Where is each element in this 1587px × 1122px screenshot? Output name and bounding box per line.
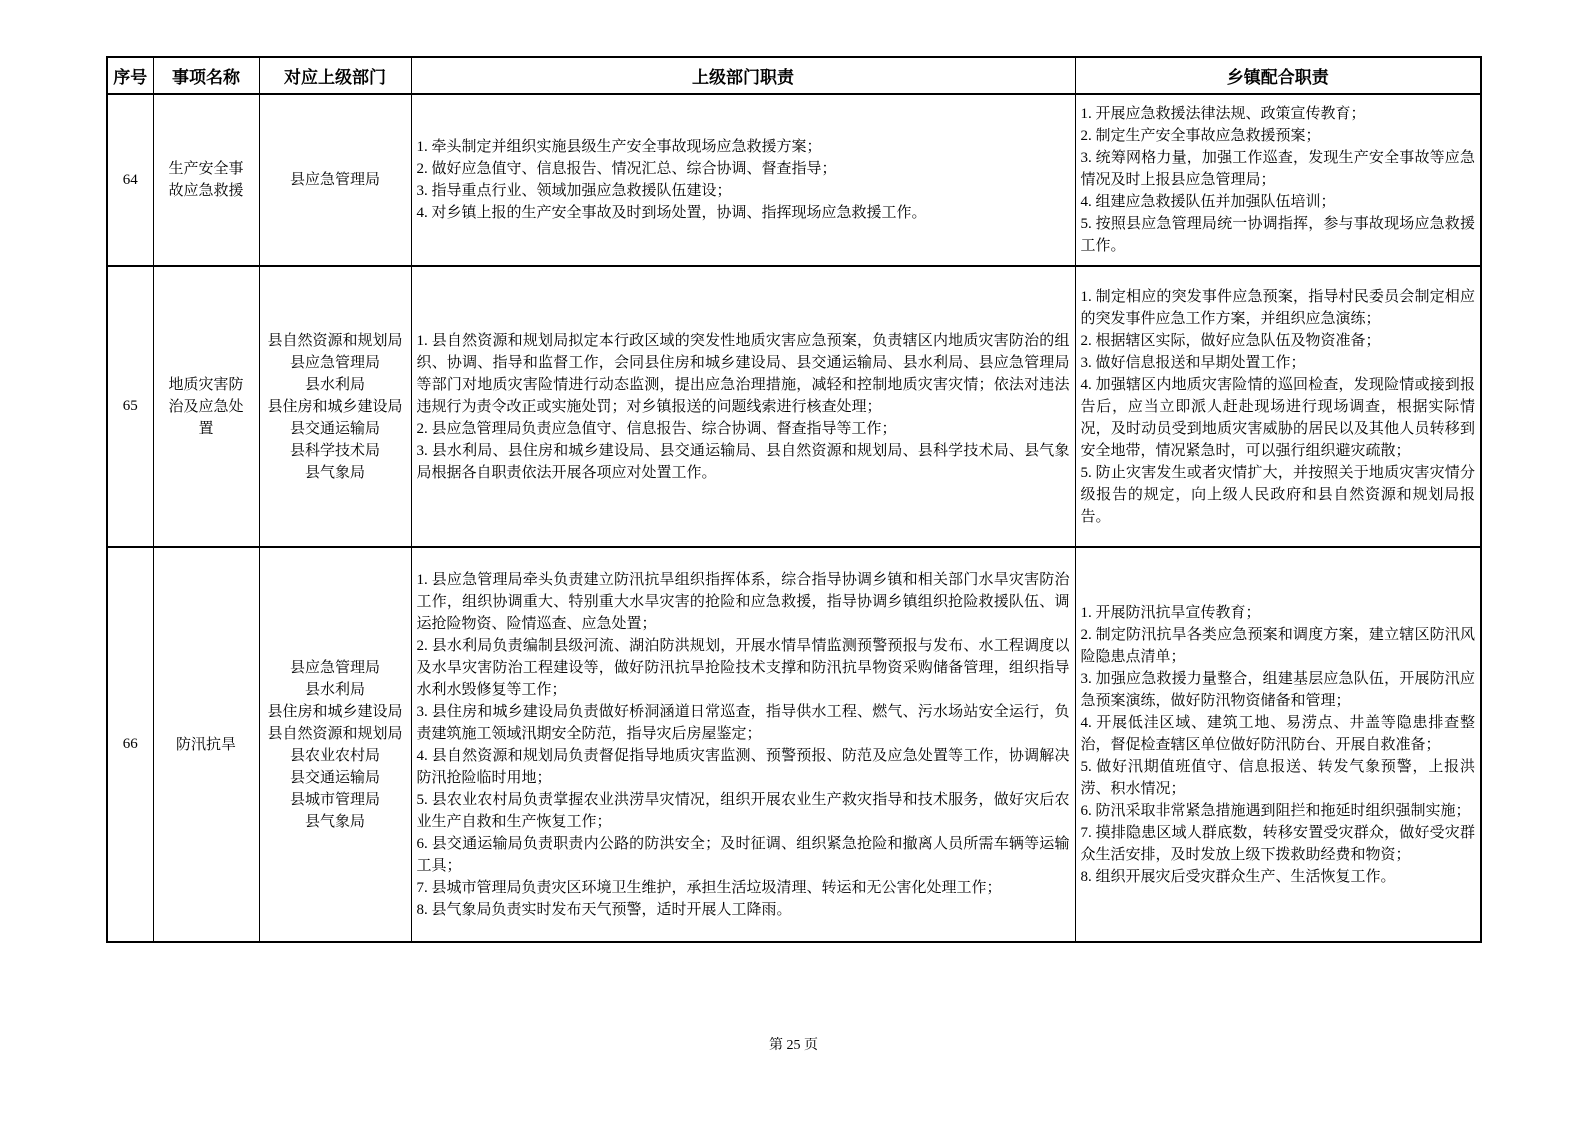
- department-name: 县交通运输局: [289, 420, 380, 437]
- column-header-township-duties: 乡镇配合职责: [1075, 57, 1481, 94]
- township-duty-item: 3. 做好信息报送和早期处置工作；: [1080, 354, 1306, 371]
- superior-duty-item: 3. 县住房和城乡建设局负责做好桥洞涵道日常巡查，指导供水工程、燃气、污水场站安全运行，负责建筑施工领域汛期安全防范，指导灾后房屋鉴定；: [416, 703, 1070, 742]
- cell-serial-number: 65: [107, 266, 153, 547]
- department-name: 县城市管理局: [289, 791, 380, 808]
- department-name: 县自然资源和规划局: [267, 725, 403, 742]
- department-name: 县自然资源和规划局: [267, 332, 403, 349]
- township-duty-item: 4. 开展低洼区域、建筑工地、易涝点、井盖等隐患排查整治，督促检查辖区单位做好防汛防台、开展自救准备；: [1080, 714, 1475, 753]
- township-duty-item: 2. 根据辖区实际，做好应急队伍及物资准备；: [1080, 332, 1381, 349]
- table-row: [107, 547, 1481, 942]
- superior-duty-item: 5. 县农业农村局负责掌握农业洪涝旱灾情况，组织开展农业生产救灾指导和技术服务，做好灾后农业生产自救和生产恢复工作；: [416, 791, 1070, 830]
- township-duty-item: 5. 防止灾害发生或者灾情扩大，并按照关于地质灾害灾情分级报告的规定，向上级人民政府和县自然资源和规划局报告。: [1080, 464, 1475, 525]
- township-duty-item: 4. 组建应急救援队伍并加强队伍培训；: [1080, 194, 1336, 210]
- township-duty-item: 2. 制定生产安全事故应急救援预案；: [1080, 128, 1321, 144]
- cell-township-duties: [1075, 266, 1481, 547]
- department-name: 县水利局: [304, 681, 365, 698]
- column-header-item-name: 事项名称: [153, 57, 259, 94]
- superior-duty-item: 1. 县应急管理局牵头负责建立防汛抗旱组织指挥体系，综合指导协调乡镇和相关部门水旱灾害防治工作，组织协调重大、特别重大水旱灾害的抢险和应急救援，指导协调乡镇组织抢险救援队伍、调运抢险物资、险情巡查、应急处置；: [416, 571, 1070, 632]
- township-duty-item: 4. 加强辖区内地质灾害险情的巡回检查，发现险情或接到报告后，应当立即派人赶赴现场进行现场调查，根据实际情况，及时动员受到地质灾害威胁的居民以及其他人员转移到安全地带，情况紧急时，可以强行组织避灾疏散；: [1080, 376, 1475, 459]
- department-name: 县科学技术局: [289, 442, 380, 459]
- department-name: 县住房和城乡建设局: [267, 703, 403, 720]
- superior-duty-item: 2. 县应急管理局负责应急值守、信息报告、综合协调、督查指导等工作；: [416, 420, 897, 437]
- page-number: 第 25 页: [769, 1038, 818, 1053]
- township-duty-item: 7. 摸排隐患区域人群底数，转移安置受灾群众，做好受灾群众生活安排，及时发放上级下拨救助经费和物资；: [1080, 824, 1475, 863]
- column-header-serial: 序号: [107, 57, 153, 94]
- superior-duty-item: 2. 县水利局负责编制县级河流、湖泊防洪规划，开展水情旱情监测预警预报与发布、水工程调度以及水旱灾害防治工程建设等，做好防汛抗旱抢险技术支撑和防汛抗旱物资采购储备管理，组织指导水利水毁修复等工作；: [416, 637, 1070, 698]
- cell-superior-duties: [411, 266, 1075, 547]
- township-duty-item: 5. 按照县应急管理局统一协调指挥，参与事故现场应急救援工作。: [1080, 216, 1475, 254]
- superior-duty-item: 4. 县自然资源和规划局负责督促指导地质灾害监测、预警预报、防范及应急处置等工作，协调解决防汛抢险临时用地；: [416, 747, 1070, 786]
- department-name: 县应急管理局: [289, 354, 380, 371]
- cell-departments: [259, 94, 411, 266]
- township-duty-item: 3. 加强应急救援力量整合，组建基层应急队伍，开展防汛应急预案演练，做好防汛物资储备和管理；: [1080, 670, 1475, 709]
- township-duty-item: 8. 组织开展灾后受灾群众生产、生活恢复工作。: [1080, 868, 1396, 885]
- superior-duty-item: 8. 县气象局负责实时发布天气预警，适时开展人工降雨。: [416, 901, 792, 918]
- township-duty-item: 3. 统筹网格力量，加强工作巡查，发现生产安全事故等应急情况及时上报县应急管理局；: [1080, 150, 1475, 188]
- responsibility-table: [106, 56, 1482, 943]
- column-header-departments: 对应上级部门: [259, 57, 411, 94]
- department-name: 县气象局: [304, 464, 365, 481]
- department-name: 县水利局: [304, 376, 365, 393]
- township-duty-item: 1. 开展防汛抗旱宣传教育；: [1080, 604, 1261, 621]
- department-name: 县住房和城乡建设局: [267, 398, 403, 415]
- cell-township-duties: [1075, 94, 1481, 266]
- cell-item-name: 生产安全事故应急救援: [153, 94, 259, 266]
- superior-duty-item: 3. 指导重点行业、领域加强应急救援队伍建设；: [416, 183, 732, 199]
- department-name: 县应急管理局: [289, 659, 380, 676]
- cell-item-name: 地质灾害防治及应急处置: [153, 266, 259, 547]
- township-duty-item: 1. 制定相应的突发事件应急预案，指导村民委员会制定相应的突发事件应急工作方案，并组织应急演练；: [1080, 288, 1475, 327]
- superior-duty-item: 7. 县城市管理局负责灾区环境卫生维护，承担生活垃圾清理、转运和无公害化处理工作；: [416, 879, 1002, 896]
- cell-departments: [259, 266, 411, 547]
- superior-duty-item: 2. 做好应急值守、信息报告、情况汇总、综合协调、督查指导；: [416, 161, 837, 177]
- township-duty-item: 6. 防汛采取非常紧急措施遇到阻拦和拖延时组织强制实施；: [1080, 802, 1471, 819]
- cell-serial-number: 64: [107, 94, 153, 266]
- superior-duty-item: 1. 牵头制定并组织实施县级生产安全事故现场应急救援方案；: [416, 139, 822, 155]
- cell-superior-duties: [411, 547, 1075, 942]
- cell-superior-duties: [411, 94, 1075, 266]
- cell-departments: [259, 547, 411, 942]
- cell-item-name: 防汛抗旱: [153, 547, 259, 942]
- table-row: [107, 266, 1481, 547]
- department-name: 县应急管理局: [289, 172, 380, 188]
- table-row: [107, 94, 1481, 266]
- department-name: 县气象局: [304, 813, 365, 830]
- department-name: 县交通运输局: [289, 769, 380, 786]
- cell-serial-number: 66: [107, 547, 153, 942]
- township-duty-item: 1. 开展应急救援法律法规、政策宣传教育；: [1080, 106, 1366, 122]
- department-name: 县农业农村局: [289, 747, 380, 764]
- township-duty-item: 2. 制定防汛抗旱各类应急预案和调度方案，建立辖区防汛风险隐患点清单；: [1080, 626, 1475, 665]
- superior-duty-item: 4. 对乡镇上报的生产安全事故及时到场处置，协调、指挥现场应急救援工作。: [416, 205, 927, 221]
- table-header-row: [107, 57, 1481, 94]
- cell-township-duties: [1075, 547, 1481, 942]
- superior-duty-item: 3. 县水利局、县住房和城乡建设局、县交通运输局、县自然资源和规划局、县科学技术局、县气象局根据各自职责依法开展各项应对处置工作。: [416, 442, 1070, 481]
- superior-duty-item: 1. 县自然资源和规划局拟定本行政区域的突发性地质灾害应急预案，负责辖区内地质灾害防治的组织、协调、指导和监督工作，会同县住房和城乡建设局、县交通运输局、县水利局、县应急管理局等部门对地质灾害险情进行动态监测，提出应急治理措施，减轻和控制地质灾害灾情；依法对违法违规行为责令改正或实施处罚；对乡镇报送的问题线索进行核查处理；: [416, 332, 1070, 415]
- superior-duty-item: 6. 县交通运输局负责职责内公路的防洪安全；及时征调、组织紧急抢险和撤离人员所需车辆等运输工具；: [416, 835, 1070, 874]
- column-header-superior-duties: 上级部门职责: [411, 57, 1075, 94]
- township-duty-item: 5. 做好汛期值班值守、信息报送、转发气象预警，上报洪涝、积水情况；: [1080, 758, 1475, 797]
